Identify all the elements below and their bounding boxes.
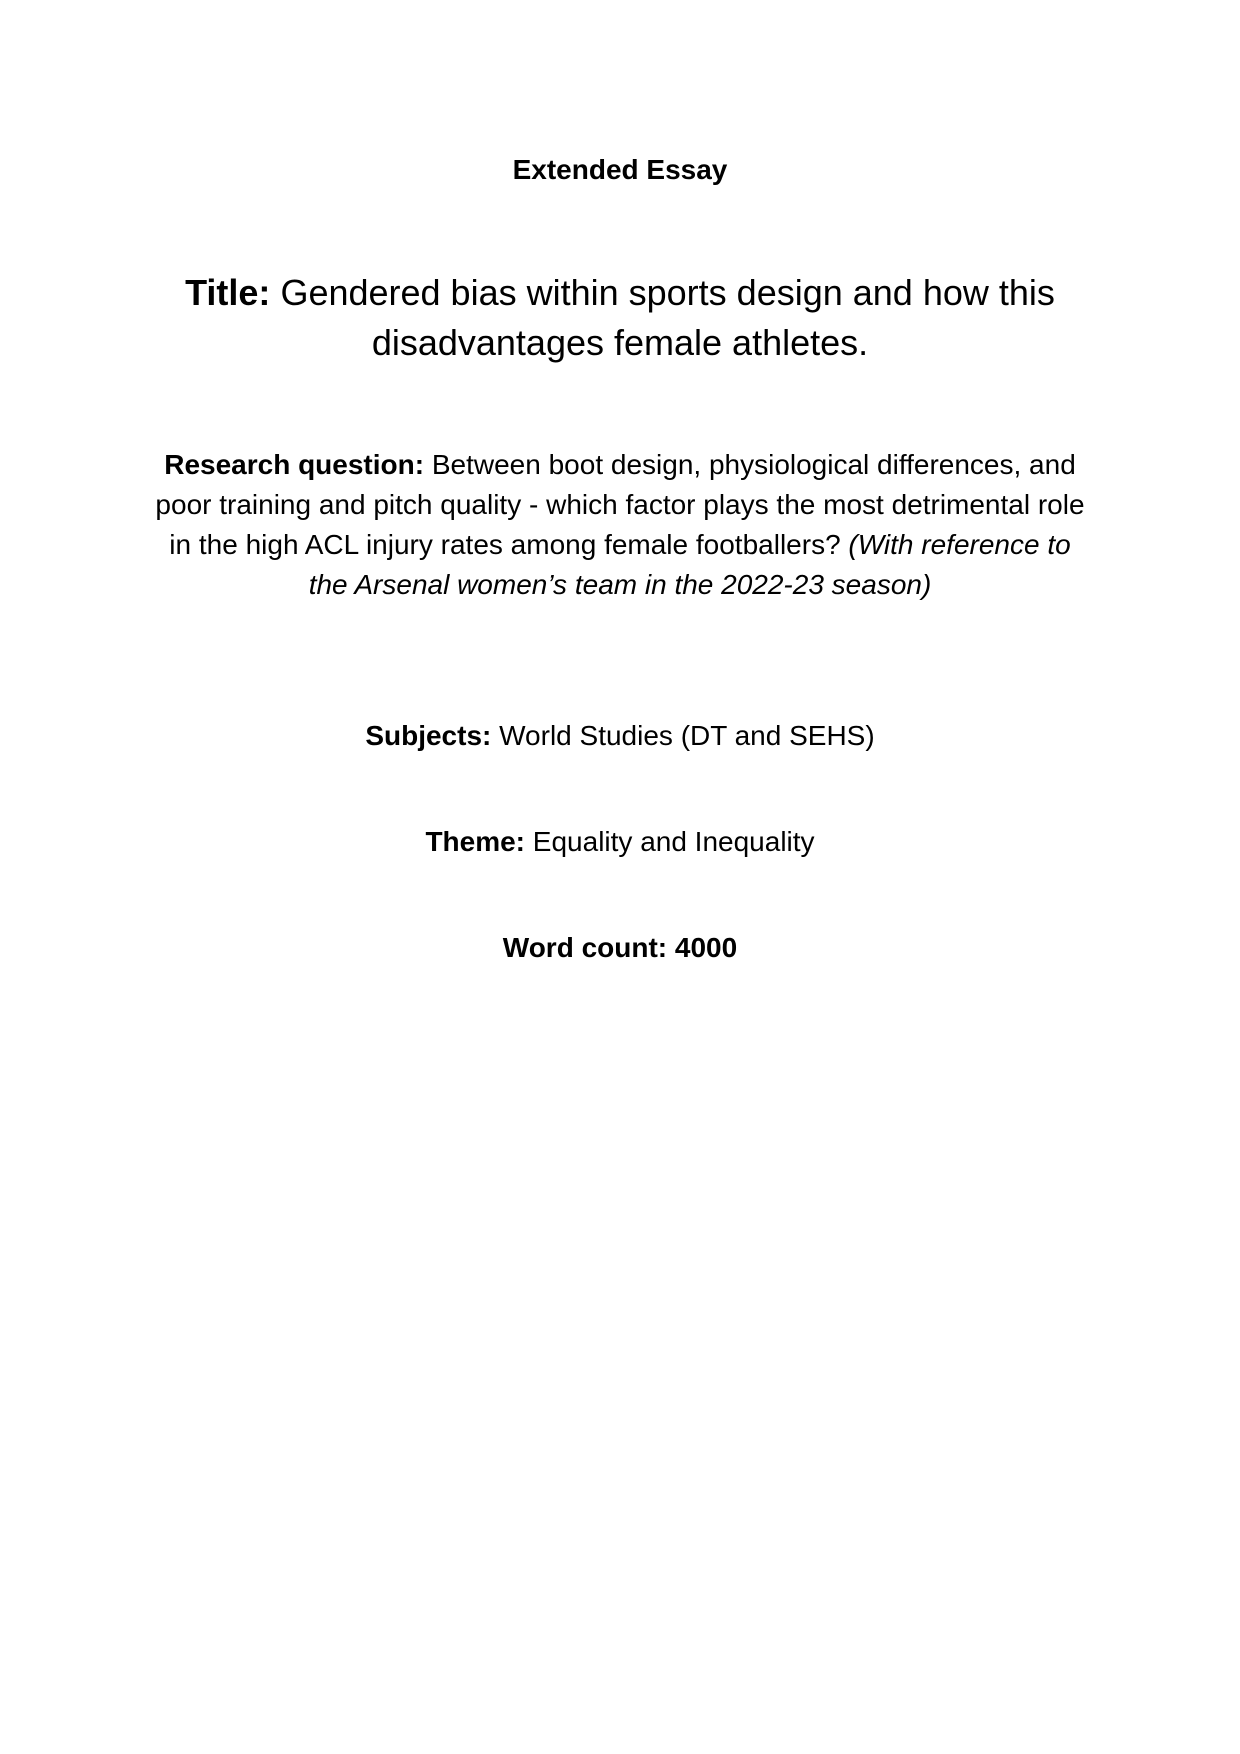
word-count-section — [0, 928, 1240, 968]
title-section — [0, 268, 1240, 368]
word-count-value: 4000 — [674, 932, 738, 963]
research-question-text: Between boot design, physiological differences, and poor training and pitch quality - which factor plays the most detrimental role in the high ACL injury rates among female footballers? — [155, 449, 1085, 560]
title-label: Title: — [185, 272, 271, 313]
subjects-label: Subjects: — [365, 720, 492, 751]
title-line — [140, 268, 1100, 368]
research-question-paragraph — [153, 445, 1088, 605]
research-question-section — [0, 445, 1240, 605]
subjects-value: World Studies (DT and SEHS) — [499, 720, 875, 751]
essay-heading: Extended Essay — [512, 154, 728, 185]
word-count-label: Word count: — [502, 932, 668, 963]
subjects-section — [0, 716, 1240, 756]
theme-label: Theme: — [425, 826, 526, 857]
research-question-reference: (With reference to the Arsenal women’s team in the 2022-23 season) — [308, 529, 1071, 600]
theme-value: Equality and Inequality — [532, 826, 815, 857]
title-text: Gendered bias within sports design and how this disadvantages female athletes. — [280, 272, 1055, 363]
theme-section — [0, 822, 1240, 862]
research-question-label: Research question: — [164, 449, 425, 480]
